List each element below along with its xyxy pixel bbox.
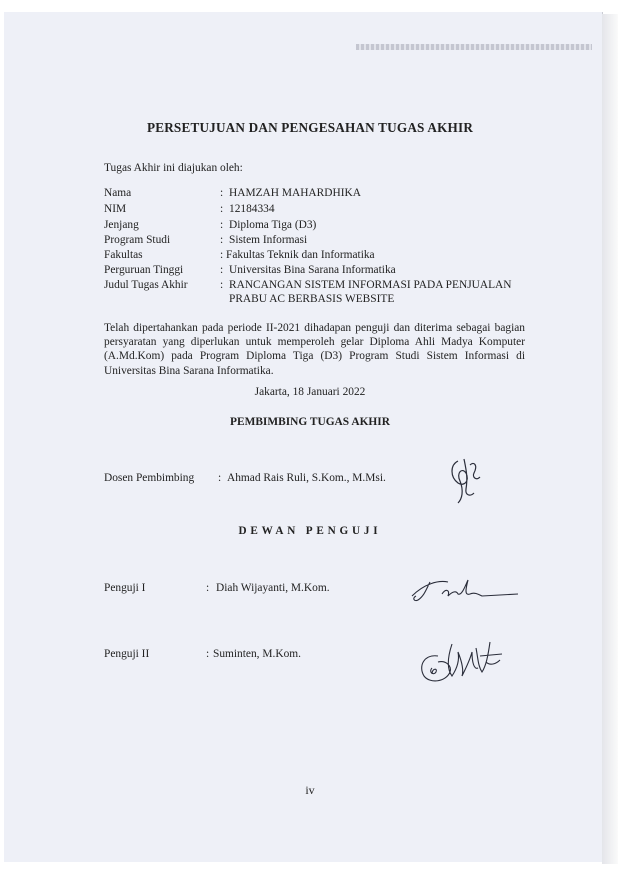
intro-text: Tugas Akhir ini diajukan oleh: <box>104 162 243 174</box>
field-label: Judul Tugas Akhir <box>104 279 188 291</box>
field-label: Nama <box>104 187 132 199</box>
supervisor-label: Dosen Pembimbing <box>104 472 195 484</box>
examiner-name: Suminten, M.Kom. <box>213 648 301 660</box>
field-separator: : <box>220 187 224 199</box>
field-separator: : <box>220 219 224 231</box>
page-shadow <box>602 14 618 864</box>
examiner-name: Diah Wijayanti, M.Kom. <box>216 582 330 594</box>
field-label: Fakultas <box>104 249 143 261</box>
field-value: RANCANGAN SISTEM INFORMASI PADA PENJUALAN <box>229 279 512 291</box>
supervisor-signature <box>444 455 486 505</box>
place-date: Jakarta, 18 Januari 2022 <box>254 386 366 398</box>
field-value: 12184334 <box>229 203 275 215</box>
field-label: Perguruan Tinggi <box>104 264 184 276</box>
examiner-heading: DEWAN PENGUJI <box>238 525 382 537</box>
field-value: Diploma Tiga (D3) <box>229 219 317 231</box>
field-separator: : <box>220 279 224 291</box>
field-label: Jenjang <box>104 219 139 231</box>
supervisor-name: Ahmad Rais Ruli, S.Kom., M.Msi. <box>227 472 386 484</box>
page-number: iv <box>305 783 315 797</box>
examiner-label: Penguji I <box>104 582 146 594</box>
approval-paragraph: Telah dipertahankan pada periode II-2021 dihadapan penguji dan diterima sebagai bagian persyaratan yang diperlukan untuk memperoleh gelar Diploma Ahli Madya Komputer (A.Md.Kom) pada Program Diploma Tiga (D3) Program Studi Sistem Informasi di Universitas Bina Sarana Informatika. <box>104 322 525 377</box>
field-separator: : <box>220 234 224 246</box>
field-separator: : <box>206 648 210 660</box>
field-value: Fakultas Teknik dan Informatika <box>226 249 375 261</box>
examiner-1-signature <box>408 574 520 604</box>
field-separator: : <box>220 249 224 261</box>
field-separator: : <box>220 264 224 276</box>
field-label: NIM <box>104 203 127 215</box>
field-value-line2: PRABU AC BERBASIS WEBSITE <box>229 293 395 305</box>
document-page <box>4 12 603 862</box>
field-separator: : <box>218 472 222 484</box>
scanned-header-url <box>356 44 592 50</box>
field-value: Sistem Informasi <box>229 234 308 246</box>
examiner-2-signature <box>416 632 508 688</box>
supervisor-heading: PEMBIMBING TUGAS AKHIR <box>230 416 390 428</box>
field-label: Program Studi <box>104 234 171 246</box>
examiner-label: Penguji II <box>104 648 150 660</box>
field-value: Universitas Bina Sarana Informatika <box>229 264 396 276</box>
field-value: HAMZAH MAHARDHIKA <box>229 187 361 199</box>
field-separator: : <box>220 203 224 215</box>
field-separator: : <box>206 582 210 594</box>
page-title: PERSETUJUAN DAN PENGESAHAN TUGAS AKHIR <box>146 120 474 135</box>
